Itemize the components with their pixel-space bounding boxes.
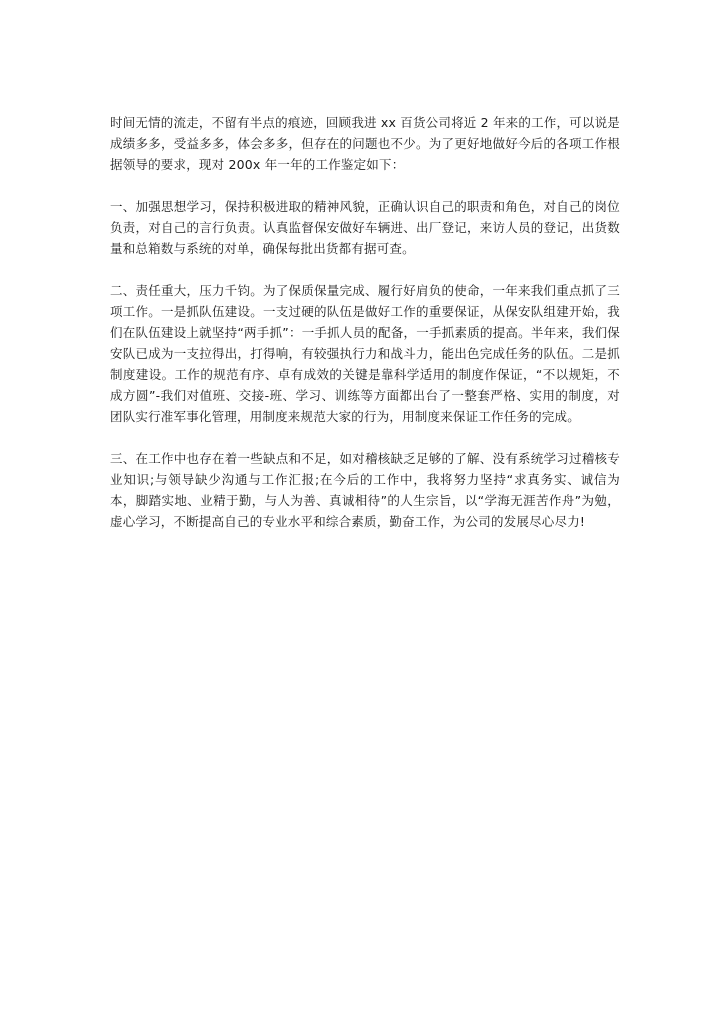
paragraph-section-two: 二、责任重大，压力千钧。为了保质保量完成、履行好肩负的使命，一年来我们重点抓了三项工作。一是抓队伍建设。一支过硬的队伍是做好工作的重要保证，从保安队组建开始，我们在队伍建设上就坚持“两手抓”：一手抓人员的配备，一手抓素质的提高。半年来，我们保安队已成为一支拉得出，打得响，有较强执行力和战斗力，能出色完成任务的队伍。二是抓制度建设。工作的规范有序、卓有成效的关键是靠科学适用的制度作保证，“不以规矩，不成方圆”-我们对值班、交接-班、学习、训练等方面都出台了一整套严格、实用的制度，对团队实行准军事化管理，用制度来规范大家的行为，用制度来保证工作任务的完成。 — [110, 283, 620, 424]
document-body — [110, 112, 620, 532]
paragraph-section-one: 一、加强思想学习，保持积极进取的精神风貌，正确认识自己的职责和角色，对自己的岗位负责，对自己的言行负责。认真监督保安做好车辆进、出厂登记，来访人员的登记，出货数量和总箱数与系统的对单，确保每批出货都有据可查。 — [110, 199, 620, 256]
paragraph-section-three: 三、在工作中也存在着一些缺点和不足，如对稽核缺乏足够的了解、没有系统学习过稽核专业知识;与领导缺少沟通与工作汇报;在今后的工作中，我将努力坚持“求真务实、诚信为本，脚踏实地、业精于勤，与人为善、真诚相待”的人生宗旨，以“学海无涯苦作舟”为勉，虚心学习，不断提高自己的专业水平和综合素质，勤奋工作，为公司的发展尽心尽力! — [110, 451, 620, 529]
paragraph-intro: 时间无情的流走，不留有半点的痕迹，回顾我进 xx 百货公司将近 2 年来的工作，可以说是成绩多多，受益多多，体会多多，但存在的问题也不少。为了更好地做好今后的各项工作根据领导的要求，现对 200x 年一年的工作鉴定如下： — [110, 115, 620, 172]
